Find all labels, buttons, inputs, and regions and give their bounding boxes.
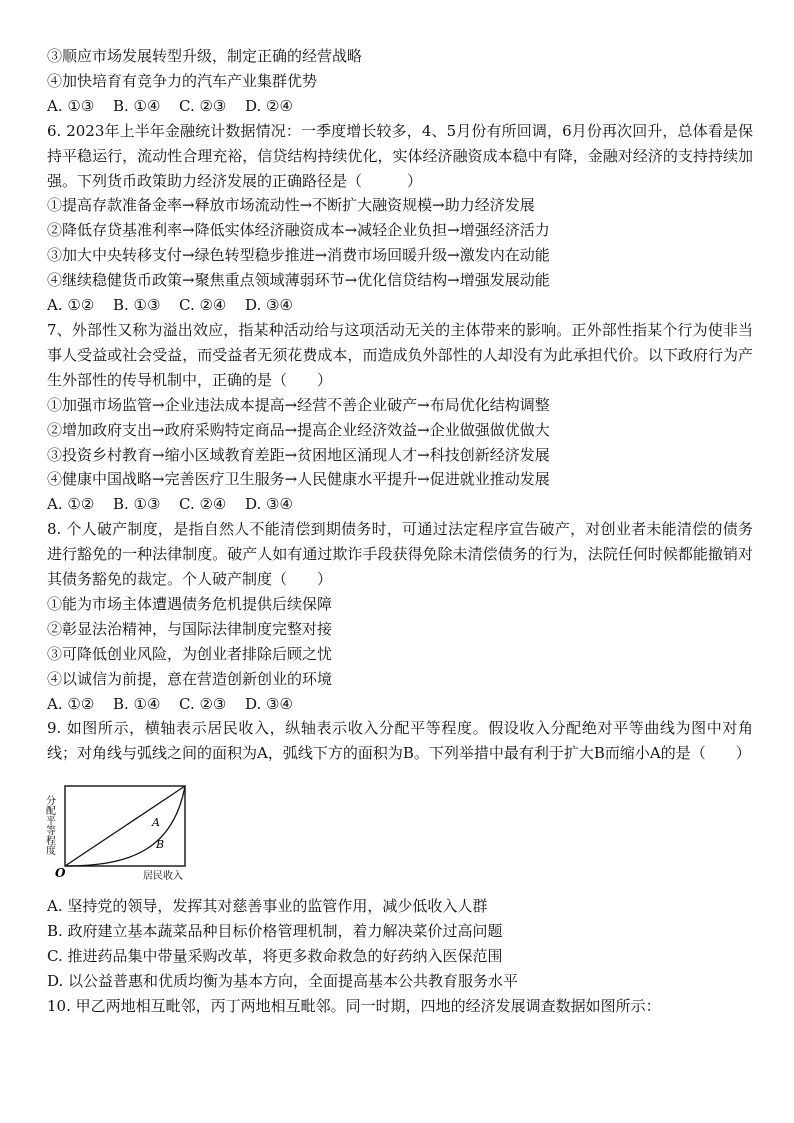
q6-item-1: ①提高存款准备金率→释放市场流动性→不断扩大融资规模→助力经济发展 bbox=[47, 196, 535, 215]
question-6 bbox=[47, 119, 753, 318]
question-5 bbox=[47, 44, 753, 119]
q8-option-a: A. ①② bbox=[47, 694, 95, 713]
question-7 bbox=[47, 318, 753, 517]
lorenz-curve-svg bbox=[45, 778, 215, 884]
question-8 bbox=[47, 517, 753, 716]
q5-item-4: ④加快培育有竞争力的汽车产业集群优势 bbox=[47, 71, 318, 90]
y-axis-label: 分配平等程度 bbox=[43, 795, 55, 856]
lorenz-curve-figure bbox=[45, 778, 215, 884]
q9-stem: 9. 如图所示，横轴表示居民收入，纵轴表示收入分配平等程度。假设收入分配绝对平等曲线为图中对角线；对角线与弧线之间的面积为A，弧线下方的面积为B。下列举措中最有利于扩大B而缩小A的是（ ） bbox=[47, 719, 753, 763]
q5-option-a: A. ①③ bbox=[47, 96, 95, 115]
q5-option-b: B. ①④ bbox=[113, 96, 161, 115]
q7-item-4: ④健康中国战略→完善医疗卫生服务→人民健康水平提升→促进就业推动发展 bbox=[47, 470, 550, 489]
q10-stem: 10. 甲乙两地相互毗邻，丙丁两地相互毗邻。同一时期，四地的经济发展调查数据如图所示： bbox=[47, 996, 661, 1015]
q8-item-2: ②彰显法治精神，与国际法律制度完整对接 bbox=[47, 619, 333, 638]
q7-item-3: ③投资乡村教育→缩小区域教育差距→贫困地区涌现人才→科技创新经济发展 bbox=[47, 445, 550, 464]
region-b-label: B bbox=[156, 838, 165, 852]
q6-item-4: ④继续稳健货币政策→聚焦重点领域薄弱环节→优化信贷结构→增强发展动能 bbox=[47, 271, 550, 290]
q6-option-b: B. ①③ bbox=[113, 296, 161, 315]
exam-page bbox=[43, 44, 753, 1019]
q8-option-b: B. ①④ bbox=[113, 694, 161, 713]
x-axis-label: 居民收入 bbox=[143, 871, 183, 883]
q8-options bbox=[47, 692, 753, 717]
q8-option-c: C. ②③ bbox=[179, 694, 227, 713]
q7-options bbox=[47, 492, 753, 517]
q9-option-a: A. 坚持党的领导，发挥其对慈善事业的监管作用，减少低收入人群 bbox=[47, 897, 488, 916]
q9-option-b: B. 政府建立基本蔬菜品种目标价格管理机制，着力解决菜价过高问题 bbox=[47, 922, 503, 941]
q6-options bbox=[47, 293, 753, 318]
q5-options bbox=[47, 94, 753, 119]
q8-stem: 8. 个人破产制度，是指自然人不能清偿到期债务时，可通过法定程序宣告破产，对创业者未能清偿的债务进行豁免的一种法律制度。破产人如有通过欺诈手段获得免除未清偿债务的行为，法院任何时候都能撤销对其债务豁免的裁定。个人破产制度（ ） bbox=[47, 520, 753, 589]
origin-label: O bbox=[55, 866, 66, 881]
q5-option-d: D. ②④ bbox=[245, 96, 293, 115]
q5-item-3: ③顺应市场发展转型升级，制定正确的经营战略 bbox=[47, 47, 363, 65]
q7-item-2: ②增加政府支出→政府采购特定商品→提高企业经济效益→企业做强做优做大 bbox=[47, 420, 550, 439]
q6-stem: 6. 2023年上半年金融统计数据情况：一季度增长较多，4、5月份有所回调，6月份再次回升，总体看是保持平稳运行，流动性合理充裕，信贷结构持续优化，实体经济融资成本稳中有降，金融对经济的支持持续加强。下列货币政策助力经济发展的正确路径是（ ） bbox=[47, 121, 753, 190]
region-a-label: A bbox=[152, 816, 160, 830]
q8-item-1: ①能为市场主体遭遇债务危机提供后续保障 bbox=[47, 594, 333, 613]
q7-item-1: ①加强市场监管→企业违法成本提高→经营不善企业破产→布局优化结构调整 bbox=[47, 395, 550, 414]
q8-item-3: ③可降低创业风险，为创业者排除后顾之忧 bbox=[47, 644, 333, 663]
q8-item-4: ④以诚信为前提，意在营造创新创业的环境 bbox=[47, 669, 333, 688]
q6-item-2: ②降低存贷基准利率→降低实体经济融资成本→减轻企业负担→增强经济活力 bbox=[47, 221, 550, 240]
q7-option-b: B. ①③ bbox=[113, 495, 161, 514]
q8-option-d: D. ③④ bbox=[245, 694, 293, 713]
question-10 bbox=[47, 994, 753, 1019]
question-9 bbox=[43, 716, 753, 993]
equality-diagonal bbox=[65, 786, 185, 866]
q6-item-3: ③加大中央转移支付→绿色转型稳步推进→消费市场回暖升级→激发内在动能 bbox=[47, 246, 550, 265]
q7-option-a: A. ①② bbox=[47, 495, 95, 514]
q7-option-d: D. ③④ bbox=[245, 495, 293, 514]
q6-option-a: A. ①② bbox=[47, 296, 95, 315]
q7-stem: 7、外部性又称为溢出效应，指某种活动给与这项活动无关的主体带来的影响。正外部性指某个行为使非当事人受益或社会受益，而受益者无须花费成本，而造成负外部性的人却没有为此承担代价。以下政府行为产生外部性的传导机制中，正确的是（ ） bbox=[47, 320, 753, 389]
q5-option-c: C. ②③ bbox=[179, 96, 227, 115]
q9-option-d: D. 以公益普惠和优质均衡为基本方向，全面提高基本公共教育服务水平 bbox=[47, 972, 519, 990]
q6-option-d: D. ③④ bbox=[245, 296, 293, 315]
q6-option-c: C. ②④ bbox=[179, 296, 227, 315]
q7-option-c: C. ②④ bbox=[179, 495, 227, 514]
q9-option-c: C. 推进药品集中带量采购改革，将更多救命救急的好药纳入医保范围 bbox=[47, 947, 503, 966]
